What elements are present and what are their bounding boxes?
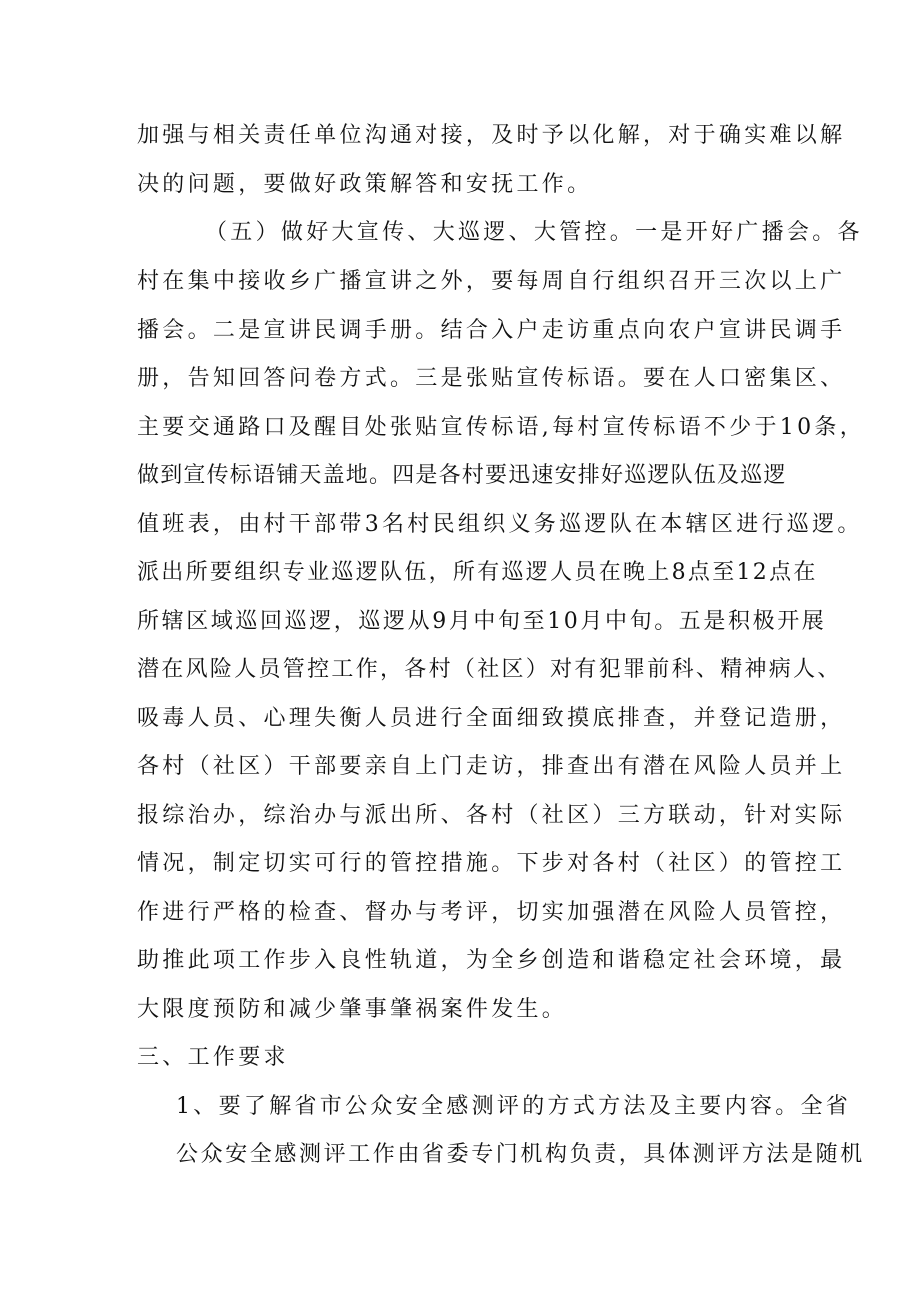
paragraph-line: 报综治办，综治办与派出所、各村（社区）三方联动，针对实际 bbox=[137, 803, 846, 828]
paragraph-line: 村在集中接收乡广播宣讲之外，要每周自行组织召开三次以上广 bbox=[137, 269, 846, 294]
paragraph-line: 情况，制定切实可行的管控措施。下步对各村（社区）的管控工 bbox=[137, 851, 846, 876]
paragraph-line: 助推此项工作步入良性轨道，为全乡创造和谐稳定社会环境，最 bbox=[137, 948, 846, 973]
paragraph-line: 1、要了解省市公众安全感测评的方式方法及主要内容。全省 bbox=[176, 1094, 852, 1119]
section-heading: 三、工作要求 bbox=[137, 1045, 289, 1070]
paragraph-line: 作进行严格的检查、督办与考评，切实加强潜在风险人员管控， bbox=[137, 900, 846, 925]
paragraph-line: 值班表，由村干部带3名村民组织义务巡逻队在本辖区进行巡逻。 bbox=[137, 512, 863, 537]
paragraph-line: 潜在风险人员管控工作，各村（社区）对有犯罪前科、精神病人、 bbox=[137, 657, 842, 682]
paragraph-line: 所辖区域巡回巡逻，巡逻从9月中旬至10月中旬。五是积极开展 bbox=[137, 609, 827, 634]
paragraph-line: 派出所要组织专业巡逻队伍，所有巡逻人员在晚上8点至12点在 bbox=[137, 560, 818, 585]
paragraph-line: 吸毒人员、心理失衡人员进行全面细致摸底排查，并登记造册， bbox=[137, 706, 846, 731]
paragraph-line: 决的问题，要做好政策解答和安抚工作。 bbox=[137, 172, 593, 197]
section-heading-line: （五）做好大宣传、大巡逻、大管控。一是开好广播会。各 bbox=[205, 220, 863, 245]
paragraph-line: 大限度预防和减少肇事肇祸案件发生。 bbox=[137, 997, 568, 1022]
paragraph-line: 加强与相关责任单位沟通对接，及时予以化解，对于确实难以解 bbox=[137, 123, 846, 148]
paragraph-line: 做到宣传标语铺天盖地。四是各村要迅速安排好巡逻队伍及巡逻 bbox=[137, 463, 787, 488]
paragraph-line: 主要交通路口及醒目处张贴宣传标语,每村宣传标语不少于10条， bbox=[137, 415, 865, 440]
paragraph-line: 公众安全感测评工作由省委专门机构负责，具体测评方法是随机 bbox=[176, 1142, 865, 1167]
paragraph-line: 册，告知回答问卷方式。三是张贴宣传标语。要在人口密集区、 bbox=[137, 366, 846, 391]
paragraph-line: 播会。二是宣讲民调手册。结合入户走访重点向农户宣讲民调手 bbox=[137, 318, 846, 343]
paragraph-line: 各村（社区）干部要亲自上门走访，排查出有潜在风险人员并上 bbox=[137, 754, 846, 779]
